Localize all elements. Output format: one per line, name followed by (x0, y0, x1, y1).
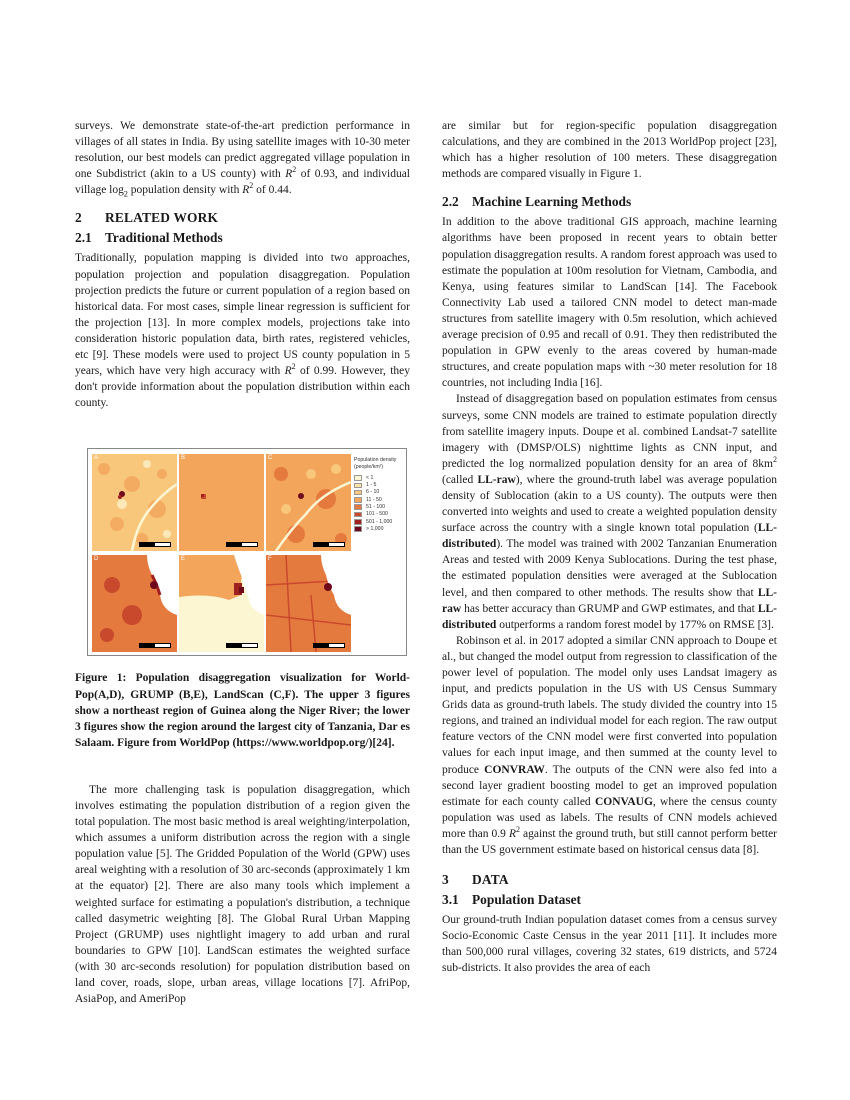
density-legend (354, 457, 406, 532)
legend-item (354, 504, 406, 511)
panel-label-d: D (94, 556, 99, 563)
legend-item (354, 525, 406, 532)
legend-swatch (354, 526, 362, 532)
legend-label: 51 - 100 (366, 503, 386, 510)
section-heading-data: 3 DATA (442, 872, 509, 888)
map-panel-a (92, 454, 177, 551)
scale-bar (313, 643, 345, 648)
figure-caption: Figure 1: Population disaggregation visualization for World-Pop(A,D), GRUMP (B,E), LandScan (C,F). The upper 3 figures show a northeast region of Guinea along the Niger River; the lower 3 figures show the region around the largest city of Tanzania, Dar es Salaam. Figure from WorldPop (https://www.worldpop.org/)[24]. (75, 672, 410, 749)
map-panel-e (179, 555, 264, 652)
legend-swatch (354, 483, 362, 489)
map-panel-b (179, 454, 264, 551)
intro-paragraph: surveys. We demonstrate state-of-the-art prediction performance in villages of all states in India. By using satellite images with 10-30 meter resolution, our best models can predict aggregated village population in one Subdistrict (akin to a US county) with $R^2$ of 0.93, and individual village $\log_2$ population density with $R^2$ of 0.44. (75, 120, 411, 199)
legend-swatch (354, 504, 362, 510)
ml-paragraph-1: In addition to the above traditional GIS approach, machine learning algorithms have been proposed in recent years to obtain better population disaggregation results. A random forest approach was used to estimate the population at 100m resolution for Vietnam, Cambodia, and Kenya, using features similar to LandScan [14]. The Facebook Connectivity Lab used a tailored CNN model to detect man-made structures from satellite imagery with 0.5m resolution, which achieved average precision of 0.95 and recall of 0.91. They then redistributed the population in GPW evenly to the areas covered by human-made structures, and create population maps with ~30 meter resolution for 18 countries, not including India [16]. (442, 216, 777, 390)
legend-swatch (354, 497, 362, 503)
panel-label-b: B (181, 455, 186, 462)
panel-label-e: E (181, 556, 186, 563)
legend-label: 501 - 1,000 (366, 518, 393, 525)
disaggregation-paragraph: The more challenging task is population disaggregation, which involves estimating the population distribution of a region given the total population. The most basic method is areal weighting/interpolation, which assumes a uniform distribution across the region with a single population value [5]. The Gridded Population of the World (GPW) uses areal weighting with a resolution of 30 arc-seconds (approximately 1 km at the equator) [2]. There are also many tools which implement a weighted surface for estimating a population's distribution, a technique called dasymetric weighting [8]. The Global Rural Urban Mapping Project (GRUMP) uses nightlight imagery to add urban and rural boundaries to GPW [10]. LandScan estimates the weighted surface (with 30 arc-seconds resolution) for population distribution based on land cover, roads, slope, urban areas, village locations [7]. AfriPop, AsiaPop, and AmeriPop (75, 783, 410, 1006)
traditional-paragraph: Traditionally, population mapping is divided into two approaches, population projection and population disaggregation. Population projection predicts the future or current population of a region based on historical data. For most cases, simple linear regression is sufficient for the projection [13]. In more complex models, projections take into consideration historic population data, birth rates, registered vehicles, etc [9]. These models were used to project US county population in 5 years, which have very high accuracy with $R^2$ of 0.99. However, they don't provide information about the population distribution within each county. (75, 252, 410, 410)
map-b-graphic (179, 454, 264, 551)
scale-bar (139, 643, 171, 648)
scale-bar (313, 542, 345, 547)
ml-paragraph-3: Robinson et al. in 2017 adopted a similar CNN approach to Doupe et al., but changed the model output from regression to classification of the power level of population. The model only uses Landsat imagery as input, and predicts population in the US with US Census Summary Grids data as ground-truth labels. The study divided the country into 15 regions, and trained an individual model for each region. The raw output feature vectors of the CNN model were first converted into population values for each input image, and then summed at the county level to produce CONVRAW. The outputs of the CNN were also fed into a second layer gradient boosting model to get an improved population estimate for each county called CONVAUG, where the census county population was used as labels. The results of CNN models achieved more than 0.9 $R^2$ against the ground truth, but still cannot perform better than the US government estimate based on historical census data [8]. (442, 634, 778, 857)
legend-label: 6 - 10 (366, 489, 380, 496)
section-heading-related-work: 2 RELATED WORK (75, 210, 219, 226)
map-c-graphic (266, 454, 351, 551)
legend-label: < 1 (366, 474, 374, 481)
map-f-graphic (266, 555, 351, 652)
right-column (442, 118, 777, 977)
data-paragraph: Our ground-truth Indian population dataset comes from a census survey Socio-Economic Caste Census in the year 2011 [11]. It includes more than 500,000 rural villages, covering 32 states, 619 districts, and 5724 sub-districts. It also provides the area of each (442, 914, 777, 975)
map-panel-d (92, 555, 177, 652)
legend-swatch (354, 475, 362, 481)
legend-swatch (354, 519, 362, 525)
legend-item (354, 482, 406, 489)
ml-paragraph-2: Instead of disaggregation based on population estimates from census surveys, some CNN models are trained to estimate population directly from satellite imagery inputs. Doupe et al. combined Landsat-7 satellite imagery with (DMSP/OLS) nighttime lights as CNN input, and predicted the log normalized population density for an area of $8km^2$ (called LL-raw), where the ground-truth label was average population density of Sublocation (akin to a US county). The outputs were then converted into weights and used to create a weighted population density surface across the country with a single known total population (LL-distributed). The model was trained with 2002 Tanzanian Enumeration Areas and tested with 2009 Kenya Sublocations. During the test phase, the estimated population densities were averaged at the Sublocation level, and then compared to other methods. The results show that LL-raw has better accuracy than GRUMP and GWP estimates, and that LL-distributed outperforms a random forest model by 177% on RMSE [3]. (442, 393, 778, 631)
continuation-paragraph: are similar but for region-specific population disaggregation calculations, and they are combined in the 2013 WorldPop project [23], which has a higher resolution of 100 meters. These disaggregation methods are compared visually in Figure 1. (442, 120, 777, 181)
scale-bar (139, 542, 171, 547)
subsection-heading-traditional: 2.1 Traditional Methods (75, 230, 223, 246)
map-panel-c (266, 454, 351, 551)
map-panel-f (266, 555, 351, 652)
legend-label: 11 - 50 (366, 496, 382, 503)
left-column (75, 118, 410, 1007)
scale-bar (226, 643, 258, 648)
panel-label-a: A (94, 455, 99, 462)
legend-title: Population density (people/km²) (354, 457, 397, 470)
legend-item (354, 474, 406, 481)
legend-label: > 1,000 (366, 525, 384, 532)
legend-label: 1 - 5 (366, 482, 377, 489)
legend-item (354, 518, 406, 525)
population-figure (87, 448, 407, 656)
panel-label-c: C (268, 455, 273, 462)
subsection-heading-population-dataset: 3.1 Population Dataset (442, 892, 581, 908)
map-e-graphic (179, 555, 264, 652)
legend-label: 101 - 500 (366, 511, 388, 518)
map-d-graphic (92, 555, 177, 652)
panel-label-f: F (268, 556, 272, 563)
legend-item (354, 489, 406, 496)
legend-swatch (354, 490, 362, 496)
map-a-graphic (92, 454, 177, 551)
legend-item (354, 496, 406, 503)
legend-swatch (354, 512, 362, 518)
legend-item (354, 511, 406, 518)
subsection-heading-ml: 2.2 Machine Learning Methods (442, 194, 632, 210)
scale-bar (226, 542, 258, 547)
